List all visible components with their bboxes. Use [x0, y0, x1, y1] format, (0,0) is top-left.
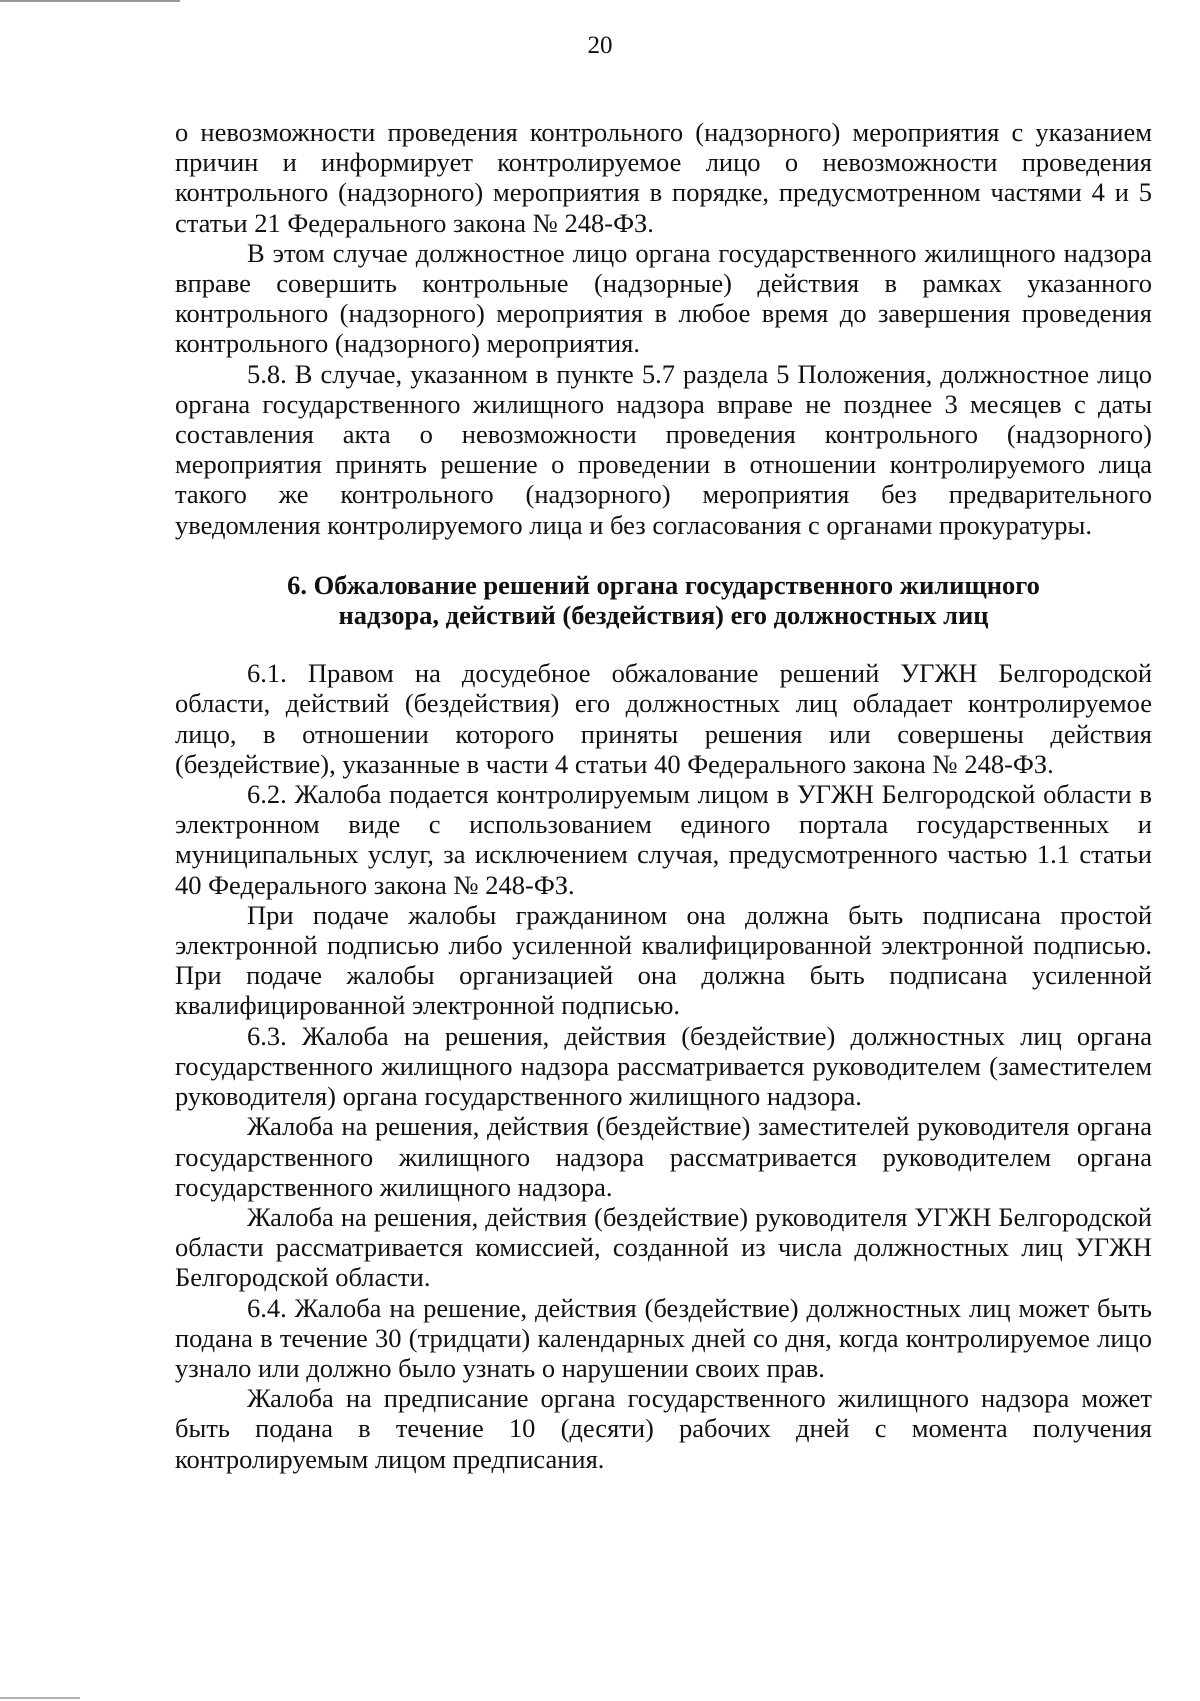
- paragraph-continuation: о невозможности проведения контрольного (надзорного) мероприятия с указанием причин и информирует контролируемое лицо о невозможности проведения контрольного (надзорного) мероприятия в порядке, предусмотренном частями 4 и 5 статьи 21 Федерального закона № 248-ФЗ.: [175, 117, 1152, 238]
- document-body: [175, 117, 1152, 1474]
- paragraph-6-2: 6.2. Жалоба подается контролируемым лицом в УГЖН Белгородской области в электронном виде с использованием единого портала государственных и муниципальных услуг, за исключением случая, предусмотренного частью 1.1 статьи 40 Федерального закона № 248-ФЗ.: [175, 779, 1152, 900]
- scan-edge-bottom: [0, 1697, 80, 1699]
- paragraph: Жалоба на решения, действия (бездействие) руководителя УГЖН Белгородской области рассматривается комиссией, созданной из числа должностных лиц УГЖН Белгородской области.: [175, 1201, 1152, 1293]
- scan-edge-top: [0, 0, 180, 2]
- section-heading-line-2: надзора, действий (бездействия) его должностных лиц: [338, 600, 989, 631]
- page-number: 20: [587, 32, 613, 59]
- paragraph: В этом случае должностное лицо органа государственного жилищного надзора вправе совершить контрольные (надзорные) действия в рамках указанного контрольного (надзорного) мероприятия в любое время до завершения проведения контрольного (надзорного) мероприятия.: [175, 237, 1152, 359]
- paragraph-6-3: 6.3. Жалоба на решения, действия (бездействие) должностных лиц органа государственного жилищного надзора рассматривается руководителем (заместителем руководителя) органа государственного жилищного надзора.: [175, 1020, 1152, 1112]
- paragraph-5-8: 5.8. В случае, указанном в пункте 5.7 раздела 5 Положения, должностное лицо органа государственного жилищного надзора вправе не позднее 3 месяцев с даты составления акта о невозможности проведения контрольного (надзорного) мероприятия принять решение о проведении в отношении контролируемого лица такого же контрольного (надзорного) мероприятия без предварительного уведомления контролируемого лица и без согласования с органами прокуратуры.: [175, 358, 1152, 540]
- section-heading: [175, 570, 1152, 630]
- paragraph: При подаче жалобы гражданином она должна быть подписана простой электронной подписью либо усиленной квалифицированной электронной подписью. При подаче жалобы организацией она должна быть подписана усиленной квалифицированной электронной подписью.: [175, 899, 1152, 1021]
- paragraph-6-1: 6.1. Правом на досудебное обжалование решений УГЖН Белгородской области, действий (бездействия) его должностных лиц обладает контролируемое лицо, в отношении которого приняты решения или совершены действия (бездействие), указанные в части 4 статьи 40 Федерального закона № 248-ФЗ.: [175, 658, 1152, 779]
- section-heading-line-1: 6. Обжалование решений органа государственного жилищного: [287, 569, 1040, 600]
- paragraph-6-4: 6.4. Жалоба на решение, действия (бездействие) должностных лиц может быть подана в течение 30 (тридцати) календарных дней со дня, когда контролируемое лицо узнало или должно было узнать о нарушении своих прав.: [175, 1292, 1152, 1383]
- paragraph: Жалоба на решения, действия (бездействие) заместителей руководителя органа государственного жилищного надзора рассматривается руководителем органа государственного жилищного надзора.: [175, 1111, 1152, 1202]
- paragraph: Жалоба на предписание органа государственного жилищного надзора может быть подана в течение 10 (десяти) рабочих дней с момента получения контролируемым лицом предписания.: [175, 1383, 1152, 1474]
